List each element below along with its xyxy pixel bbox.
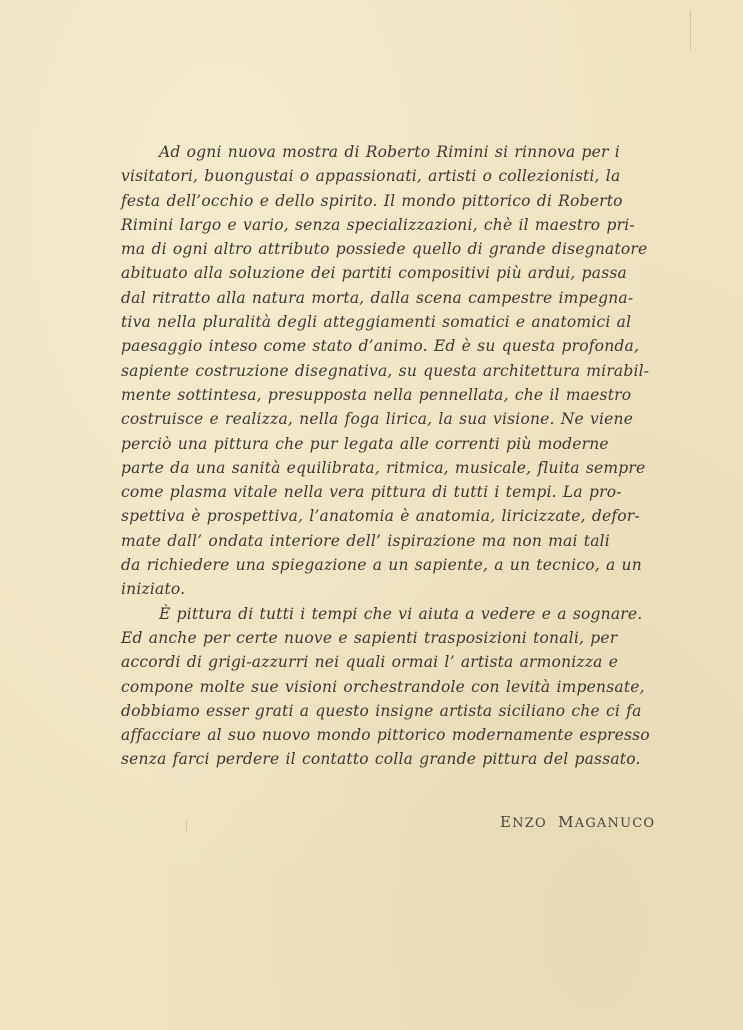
text-line: affacciare al suo nuovo mondo pittorico modernamente espresso (121, 726, 650, 745)
text-line: abituato alla soluzione dei partiti compositivi più ardui, passa (121, 264, 627, 283)
text-line: Ed anche per certe nuove e sapienti trasposizioni tonali, per (121, 628, 618, 647)
text-line: parte da una sanità equilibrata, ritmica, musicale, fluita sempre (121, 458, 646, 477)
text-line: da richiedere una spiegazione a un sapiente, a un tecnico, a un (121, 556, 642, 575)
text-line: perciò una pittura che pur legata alle correnti più moderne (121, 434, 609, 453)
text-line: come plasma vitale nella vera pittura di tutti i tempi. La pro- (121, 483, 622, 502)
signature-last-initial: M (558, 813, 575, 831)
text-line: iniziato. (121, 580, 186, 599)
signature-last-rest: AGANUCO (574, 816, 656, 831)
text-line: dobbiamo esser grati a questo insigne artista siciliano che ci fa (121, 701, 642, 720)
text-line: senza farci perdere il contatto colla grande pittura del passato. (121, 750, 641, 769)
author-signature (500, 813, 655, 831)
text-line: compone molte sue visioni orchestrandole con levità impensate, (121, 677, 645, 696)
text-line: Ad ogni nuova mostra di Roberto Rimini si rinnova per i (159, 143, 620, 161)
text-line: sapiente costruzione disegnativa, su questa architettura mirabil- (121, 361, 650, 380)
paper-crease-mark (186, 820, 187, 832)
text-line: mente sottintesa, presupposta nella pennellata, che il maestro (121, 385, 632, 404)
paper-crease-mark (690, 10, 691, 50)
text-line: tiva nella pluralità degli atteggiamenti somatici e anatomici al (121, 313, 632, 332)
text-line: dal ritratto alla natura morta, dalla scena campestre impegna- (121, 288, 634, 307)
text-line: È pittura di tutti i tempi che vi aiuta a vedere e a sognare. (159, 604, 643, 623)
text-line: festa dell’occhio e dello spirito. Il mondo pittorico di Roberto (121, 191, 623, 210)
signature-first-rest: NZO (512, 816, 547, 831)
text-line: ma di ogni altro attributo possiede quello di grande disegnatore (121, 240, 648, 259)
text-line: visitatori, buongustai o appassionati, artisti o collezionisti, la (121, 167, 621, 186)
text-line: paesaggio inteso come stato d’animo. Ed è su questa profonda, (121, 337, 640, 356)
text-line: spettiva è prospettiva, l’anatomia è anatomia, liricizzate, defor- (121, 507, 640, 526)
text-line: Rimini largo e vario, senza specializzazioni, chè il maestro pri- (121, 215, 635, 234)
signature-first-initial: E (500, 813, 513, 831)
text-line: mate dall’ ondata interiore dell’ ispirazione ma non mai tali (121, 531, 610, 550)
text-line: accordi di grigi-azzurri nei quali ormai l’ artista armonizza e (121, 653, 619, 672)
essay-text (121, 140, 691, 772)
text-line: costruisce e realizza, nella foga lirica, la sua visione. Ne viene (121, 410, 634, 429)
